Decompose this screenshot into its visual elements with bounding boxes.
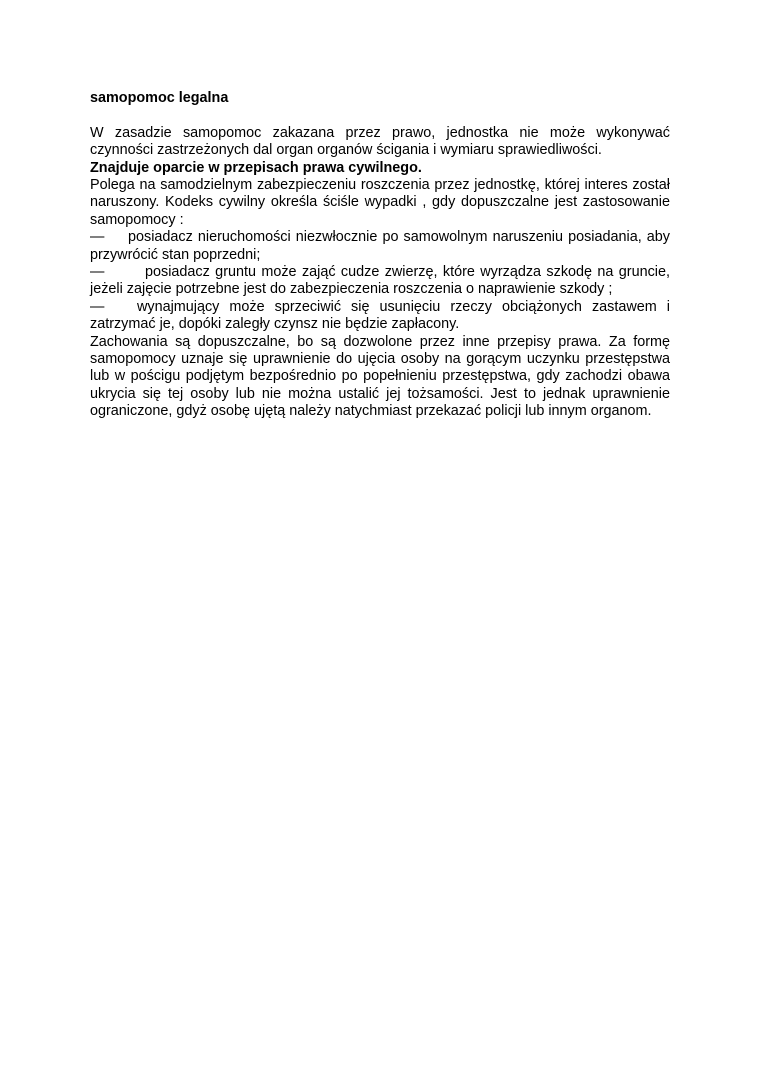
- list-item: [90, 229, 670, 264]
- list-dash: —: [90, 298, 105, 315]
- paragraph-3: Zachowania są dopuszczalne, bo są dozwolone przez inne przepisy prawa. Za formę samopomocy uznaje się uprawnienie do ujęcia osoby na gorącym uczynku przestępstwa lub w pościgu podjętym bezpośrednio po popełnieniu przestępstwa, gdy zachodzi obawa ukrycia się tej osoby lub nie można ustalić jej tożsamości. Jest to jednak uprawnienie ograniczone, gdyż osobę ujętą należy natychmiast przekazać policji lub innym organom.: [90, 333, 670, 420]
- document-body: [90, 90, 670, 421]
- document-title: samopomoc legalna: [90, 90, 229, 106]
- list-item: [90, 264, 670, 299]
- blank-line: [90, 107, 670, 124]
- list-dash: —: [90, 264, 105, 281]
- list-item: [90, 299, 670, 334]
- intro-paragraph: W zasadzie samopomoc zakazana przez prawo, jednostka nie może wykonywać czynności zastrzeżonych dal organ organów ścigania i wymiaru sprawiedliwości.: [90, 124, 670, 159]
- paragraph-2: Polega na samodzielnym zabezpieczeniu roszczenia przez jednostkę, której interes został naruszony. Kodeks cywilny określa ściśle wypadki , gdy dopuszczalne jest zastosowanie samopomocy :: [90, 177, 670, 228]
- list-item-text: posiadacz gruntu może zająć cudze zwierzę, które wyrządza szkodę na gruncie, jeżeli zajęcie potrzebne jest do zabezpieczenia roszczenia o naprawienie szkody ;: [90, 264, 670, 298]
- list-dash: —: [90, 229, 105, 246]
- list-item-text: posiadacz nieruchomości niezwłocznie po samowolnym naruszeniu posiadania, aby przywrócić stan poprzedni;: [90, 229, 670, 263]
- list-item-text: wynajmujący może sprzeciwić się usunięciu rzeczy obciążonych zastawem i zatrzymać je, dopóki zaległy czynsz nie będzie zapłacony.: [90, 298, 670, 333]
- bold-heading-line: Znajduje oparcie w przepisach prawa cywilnego.: [90, 159, 422, 176]
